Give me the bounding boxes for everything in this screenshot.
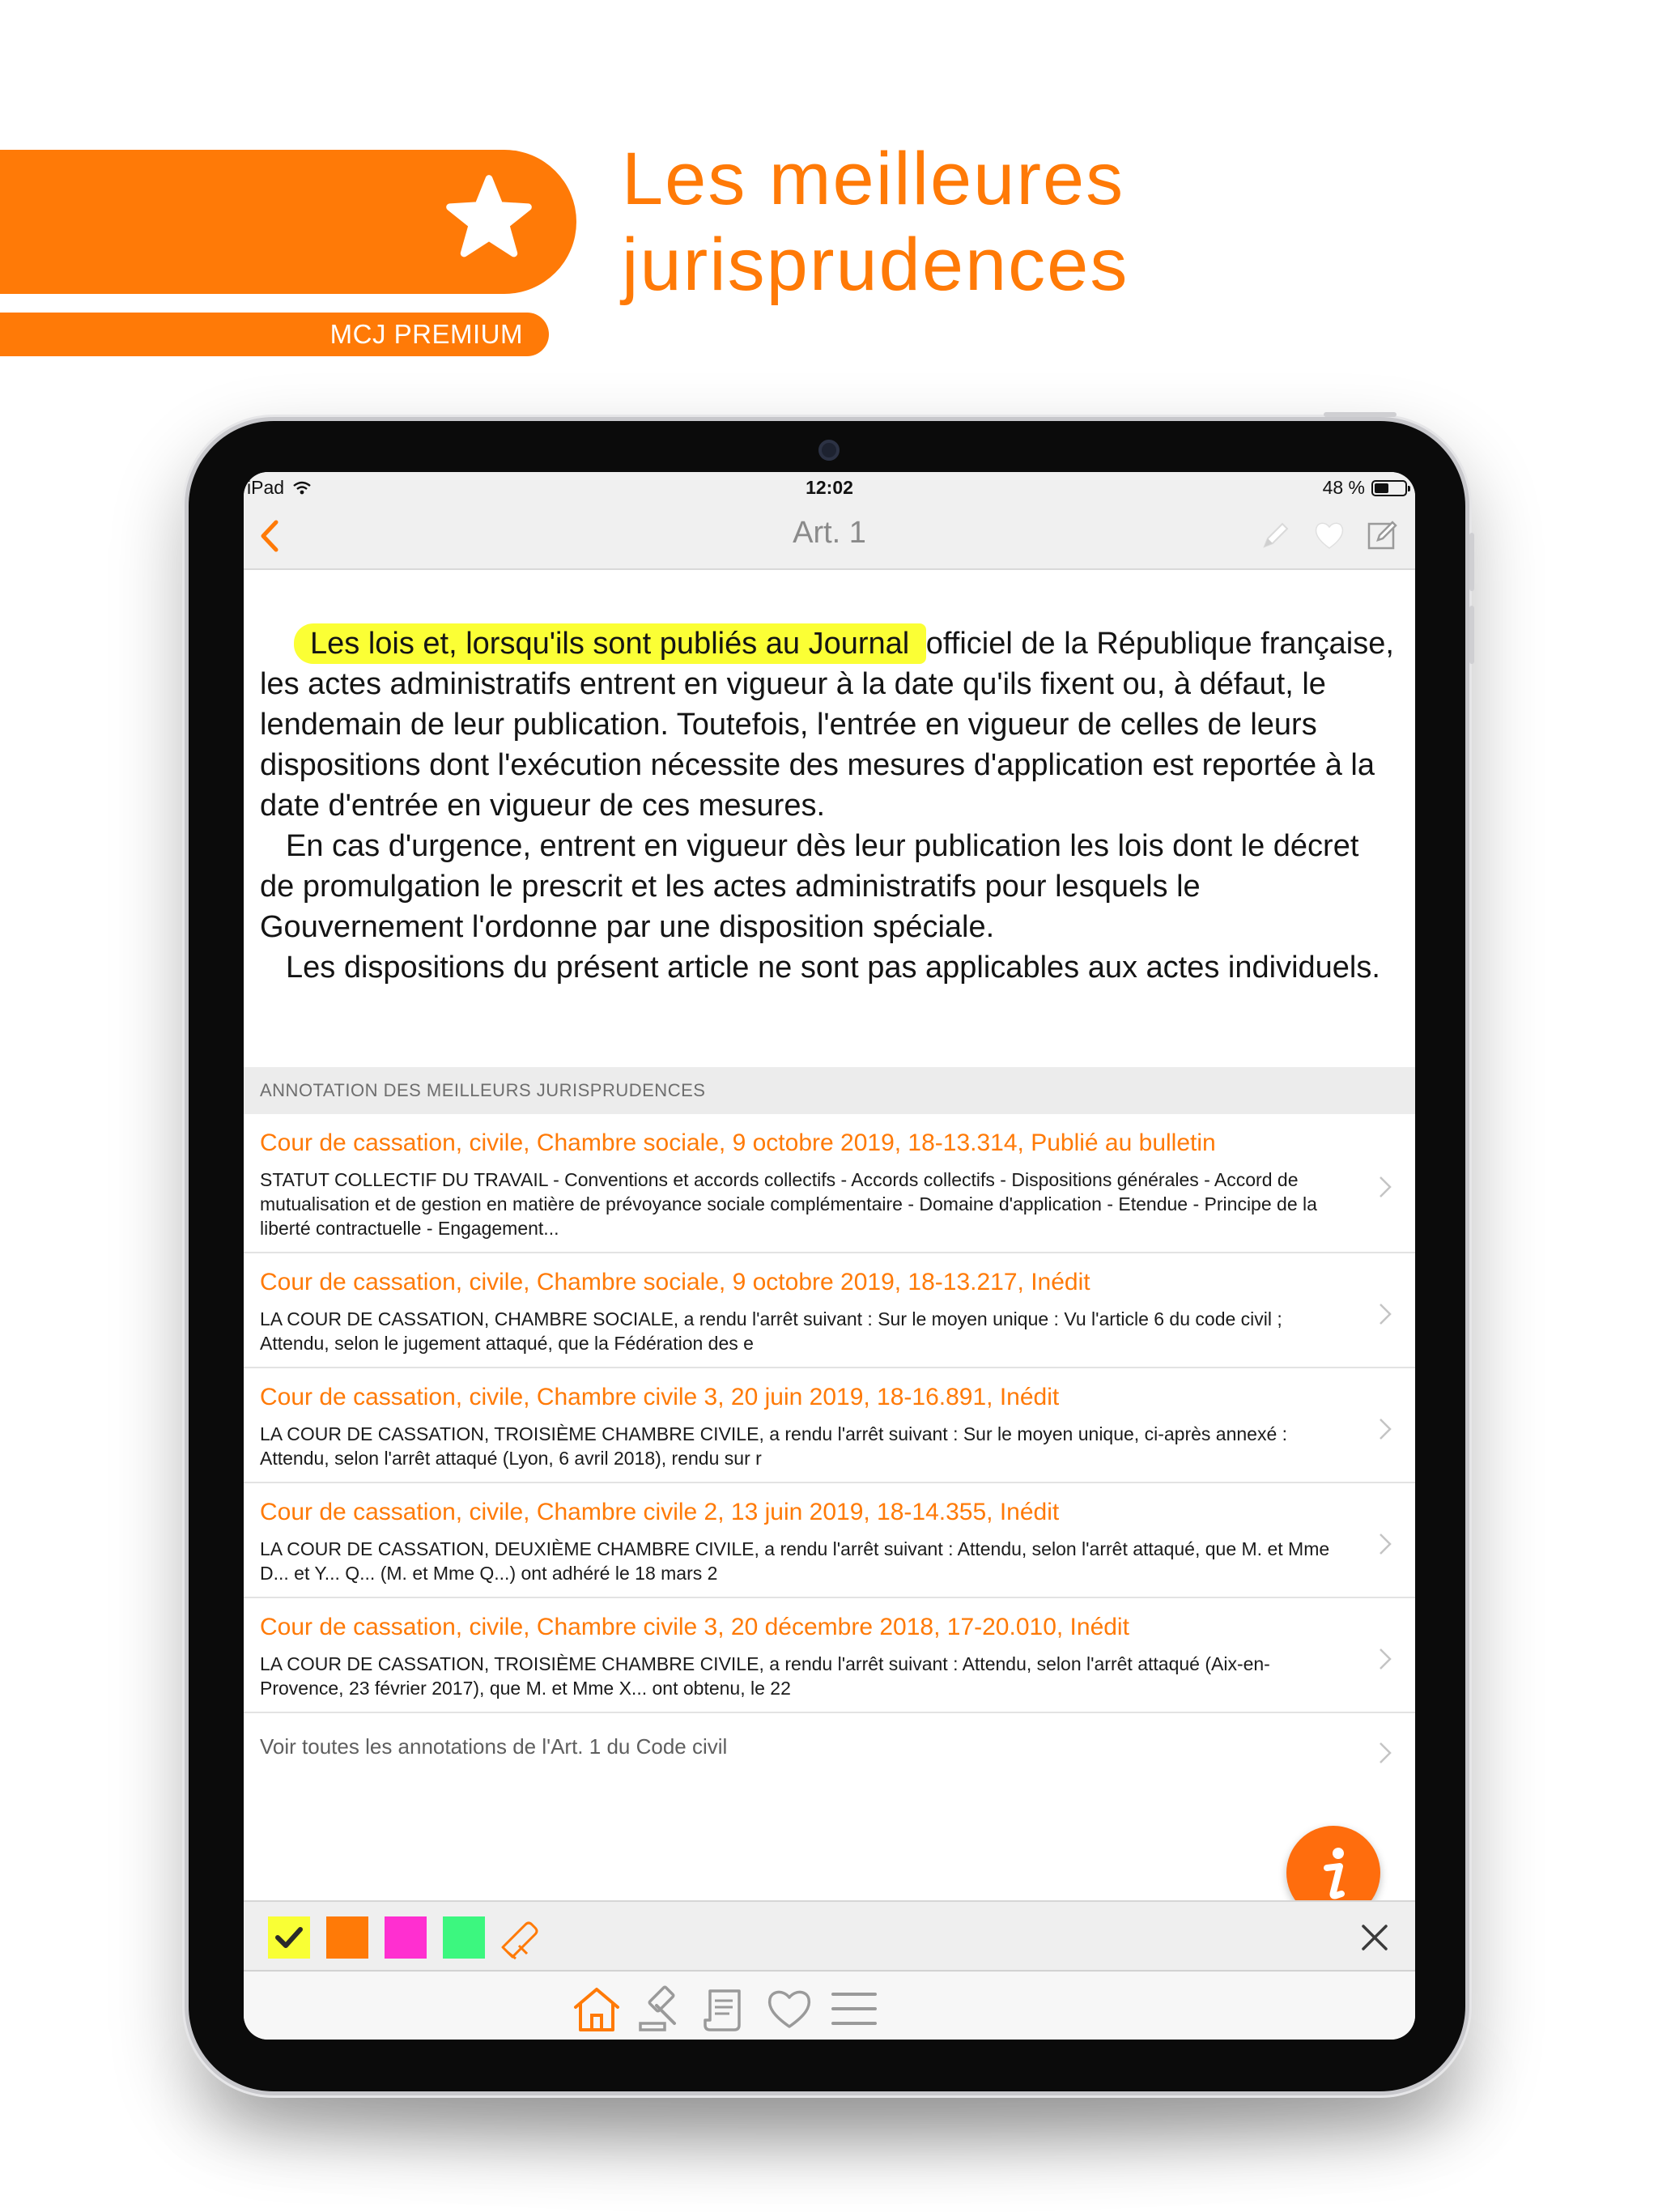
- annotation-row-4[interactable]: [244, 1483, 1415, 1598]
- battery-icon: [1371, 480, 1407, 496]
- annotation-row-2[interactable]: [244, 1253, 1415, 1368]
- page-title: Art. 1: [793, 516, 866, 550]
- annotation-excerpt: LA COUR DE CASSATION, TROISIÈME CHAMBRE CIVILE, a rendu l'arrêt suivant : Attendu, selon l'arrêt attaqué (Aix-en-Provence, 23 février 2017), que M. et Mme X... ont obtenu, le 22: [260, 1653, 1270, 1699]
- swatch-yellow[interactable]: [268, 1916, 310, 1959]
- annotation-excerpt: LA COUR DE CASSATION, CHAMBRE SOCIALE, a rendu l'arrêt suivant : Sur le moyen unique : Vu l'article 6 du code civil ; Attendu, selon le jugement attaqué, que la Fédération des e: [260, 1308, 1282, 1354]
- swatch-green[interactable]: [443, 1916, 485, 1959]
- annotation-row-3[interactable]: [244, 1368, 1415, 1483]
- chevron-right-icon: [1378, 1175, 1392, 1199]
- nav-actions: [1258, 517, 1401, 553]
- gavel-icon[interactable]: [634, 1983, 686, 2035]
- app-screen: [244, 472, 1415, 2040]
- check-icon: [268, 1916, 310, 1959]
- annotation-row-1[interactable]: [244, 1114, 1415, 1253]
- heart-icon[interactable]: [1312, 517, 1347, 553]
- see-all-annotations[interactable]: [244, 1713, 1415, 1784]
- article-body: [260, 623, 1401, 988]
- chevron-right-icon: [1378, 1417, 1392, 1441]
- swatch-orange[interactable]: [326, 1916, 368, 1959]
- device-volume-down: [1469, 606, 1474, 664]
- annotation-title: Cour de cassation, civile, Chambre civile 2, 13 juin 2019, 18-14.355, Inédit: [260, 1499, 1060, 1525]
- close-icon[interactable]: [1358, 1921, 1391, 1954]
- see-all-label: Voir toutes les annotations de l'Art. 1 du Code civil: [260, 1734, 728, 1759]
- promo-title-line1: Les meilleures: [622, 138, 1125, 220]
- star-icon: [444, 173, 534, 262]
- chevron-right-icon: [1378, 1532, 1392, 1556]
- promo-title-line2: jurisprudences: [622, 223, 1129, 306]
- article-paragraph-3: Les dispositions du présent article ne sont pas applicables aux actes individuels.: [286, 951, 1380, 985]
- device-top-button: [1324, 412, 1397, 417]
- menu-icon[interactable]: [828, 1983, 880, 2035]
- tab-bar: [244, 1970, 1415, 2040]
- promo-title: [622, 136, 1626, 308]
- annotation-excerpt: STATUT COLLECTIF DU TRAVAIL - Conventions et accords collectifs - Accords collectifs - Dispositions générales - Accord de mutualisation et de gestion en matière de prévoyance sociale complémentaire - Domaine d'application - Etendue - Principe de la liberté contractuelle - Engagement...: [260, 1169, 1317, 1239]
- pencil-icon[interactable]: [1258, 517, 1294, 553]
- eraser-icon[interactable]: [498, 1915, 543, 1960]
- highlight-toolbar: [244, 1900, 1415, 1970]
- annotation-excerpt: LA COUR DE CASSATION, TROISIÈME CHAMBRE CIVILE, a rendu l'arrêt suivant : Sur le moyen unique, ci-après annexé : Attendu, selon l'arrêt attaqué (Lyon, 6 avril 2018), rendu sur r: [260, 1423, 1288, 1469]
- article-paragraph-1: [260, 623, 1401, 826]
- battery-percent: 48 %: [1322, 477, 1365, 498]
- annotations-header: ANNOTATION DES MEILLEURS JURISPRUDENCES: [244, 1067, 1415, 1114]
- swatch-pink[interactable]: [385, 1916, 427, 1959]
- annotation-title: Cour de cassation, civile, Chambre civile 3, 20 décembre 2018, 17-20.010, Inédit: [260, 1614, 1129, 1640]
- highlighted-text[interactable]: Les lois et, lorsqu'ils sont publiés au Journal: [294, 623, 926, 664]
- annotation-title: Cour de cassation, civile, Chambre civile 3, 20 juin 2019, 18-16.891, Inédit: [260, 1384, 1060, 1410]
- scroll-icon[interactable]: [699, 1983, 750, 2035]
- chevron-right-icon: [1378, 1647, 1392, 1671]
- battery-fill: [1375, 483, 1388, 493]
- status-time: 12:02: [806, 477, 853, 498]
- annotation-title: Cour de cassation, civile, Chambre sociale, 9 octobre 2019, 18-13.217, Inédit: [260, 1269, 1090, 1295]
- article-p1-rest: officiel de la République française, les actes administratifs entrent en vigueur à la date qu'ils fixent ou, à défaut, le lendemain de leur publication. Toutefois, l'entrée en vigueur de celles de leurs dispositions dont l'exécution nécessite des mesures d'application est reportée à la date d'entrée en vigueur de ces mesures.: [260, 627, 1394, 823]
- device-label: iPad: [247, 477, 285, 498]
- annotations-list: [244, 1114, 1415, 1784]
- heart-icon[interactable]: [763, 1983, 815, 2035]
- chevron-right-icon: [1378, 1741, 1392, 1765]
- annotation-row-5[interactable]: [244, 1598, 1415, 1713]
- annotation-title: Cour de cassation, civile, Chambre sociale, 9 octobre 2019, 18-13.314, Publié au bulletin: [260, 1129, 1216, 1156]
- article-paragraph-2: En cas d'urgence, entrent en vigueur dès leur publication les lois dont le décret de promulgation le prescrit et les actes administratifs pour lesquels le Gouvernement l'ordonne par une disposition spéciale.: [260, 829, 1359, 944]
- camera: [818, 440, 840, 461]
- premium-badge: MCJ PREMIUM: [0, 313, 549, 356]
- device-volume-up: [1469, 533, 1474, 591]
- nav-bar: [244, 501, 1415, 570]
- annotation-excerpt: LA COUR DE CASSATION, DEUXIÈME CHAMBRE CIVILE, a rendu l'arrêt suivant : Attendu, selon l'arrêt attaqué, que M. et Mme D... et Y... Q... (M. et Mme Q...) ont adhéré le 18 mars 2: [260, 1538, 1330, 1584]
- edit-note-icon[interactable]: [1365, 517, 1401, 553]
- home-icon[interactable]: [571, 1983, 623, 2035]
- status-right: [1323, 477, 1407, 499]
- chevron-right-icon: [1378, 1302, 1392, 1326]
- status-bar: [244, 472, 1415, 501]
